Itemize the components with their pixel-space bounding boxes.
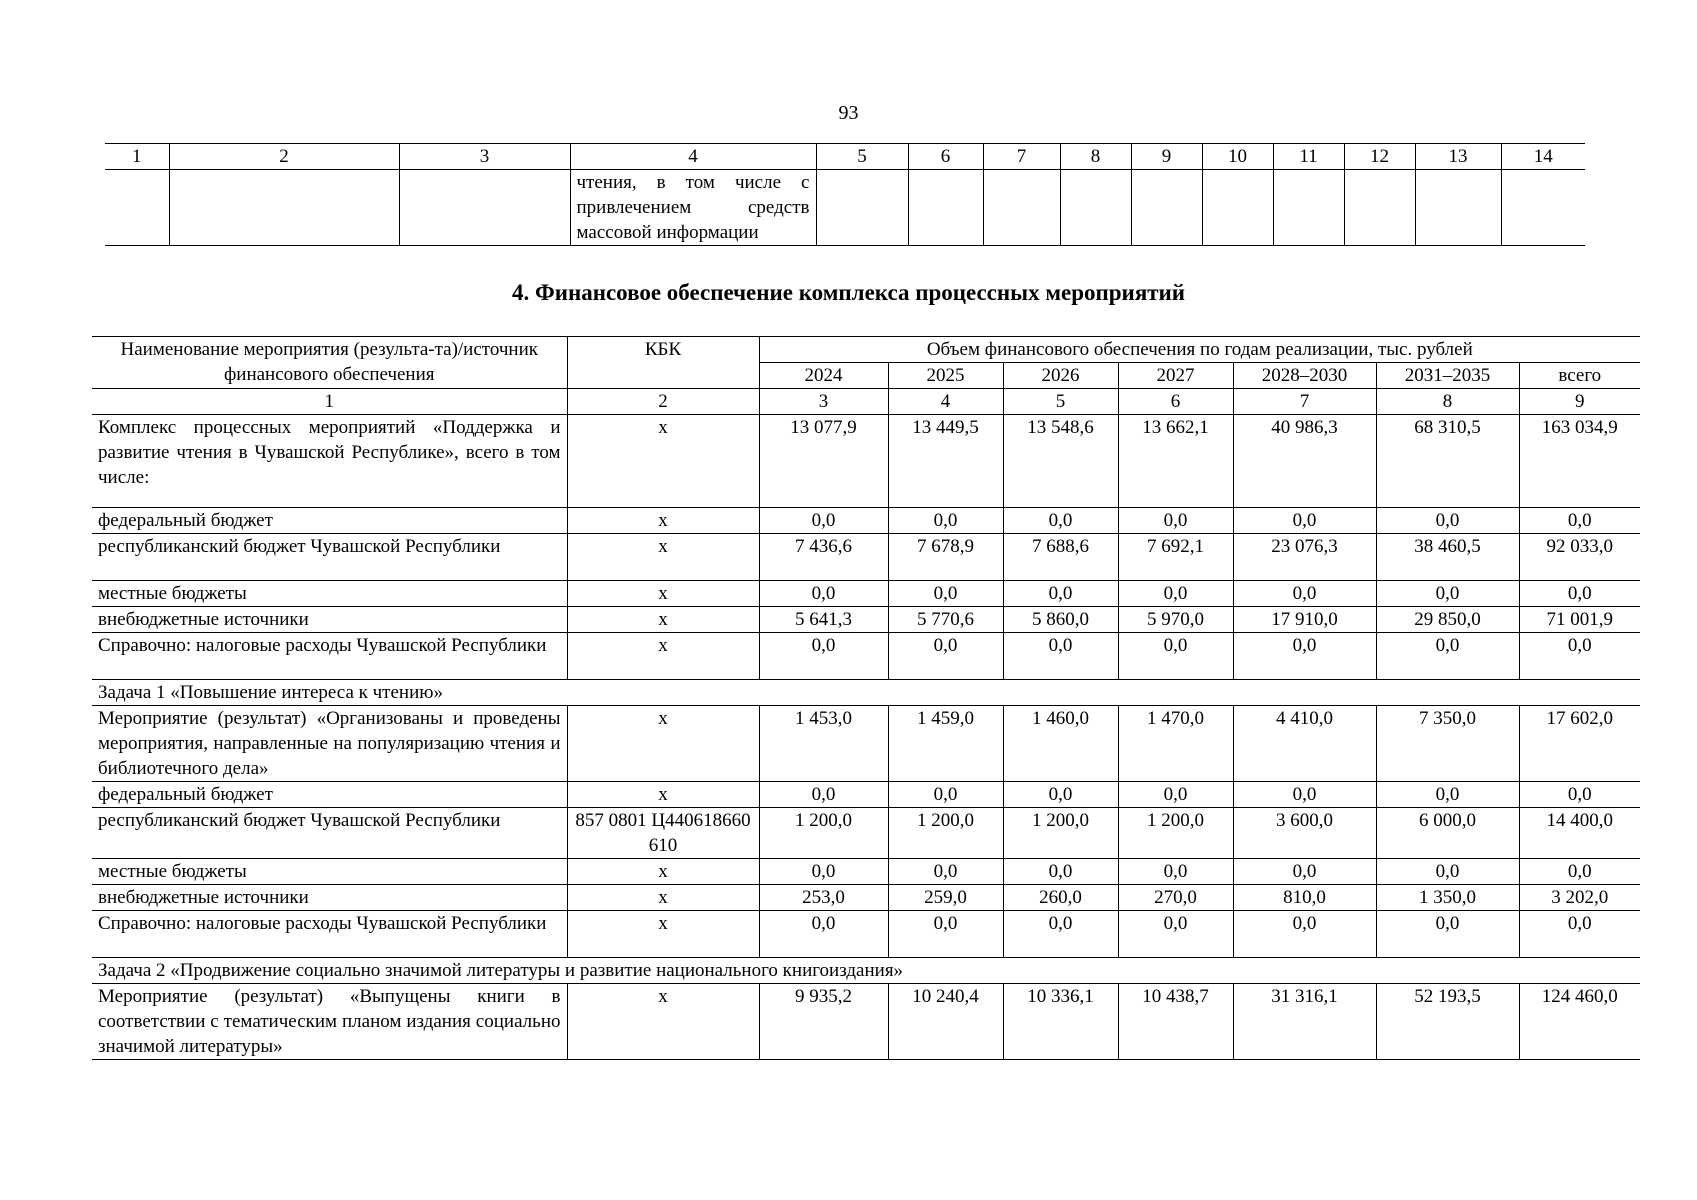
table-row [92, 911, 1640, 958]
row-kbk: х [567, 415, 759, 508]
row-value: 4 410,0 [1233, 706, 1376, 782]
table-row [92, 581, 1640, 607]
row-value: 0,0 [1003, 859, 1118, 885]
row-name: федеральный бюджет [92, 782, 567, 808]
row-value: 29 850,0 [1376, 607, 1519, 633]
column-number: 1 [92, 389, 567, 415]
column-number: 4 [888, 389, 1003, 415]
row-value: 0,0 [759, 633, 888, 680]
row-kbk: х [567, 633, 759, 680]
page-number: 93 [838, 102, 859, 124]
header-year: 2024 [759, 363, 888, 389]
row-value: 0,0 [1003, 633, 1118, 680]
row-value: 0,0 [759, 859, 888, 885]
row-value: 5 970,0 [1118, 607, 1233, 633]
column-number: 7 [1233, 389, 1376, 415]
row-value: 0,0 [1233, 508, 1376, 534]
column-number: 3 [759, 389, 888, 415]
row-value: 0,0 [1376, 782, 1519, 808]
header-volume: Объем финансового обеспечения по годам реализации, тыс. рублей [759, 337, 1640, 363]
row-name: местные бюджеты [92, 581, 567, 607]
row-value: 270,0 [1118, 885, 1233, 911]
row-value: 0,0 [759, 581, 888, 607]
row-value: 0,0 [888, 508, 1003, 534]
row-value: 0,0 [888, 633, 1003, 680]
row-value: 1 200,0 [1118, 808, 1233, 859]
column-number: 12 [1344, 144, 1415, 170]
row-value: 0,0 [1118, 581, 1233, 607]
row-value: 0,0 [1376, 508, 1519, 534]
row-value: 1 459,0 [888, 706, 1003, 782]
continuation-line: чтения, в том числе с [576, 172, 810, 193]
row-kbk: х [567, 607, 759, 633]
header-kbk: КБК [567, 337, 759, 389]
header-name: Наименование мероприятия (результа-та)/источник финансового обеспечения [92, 337, 567, 389]
row-value: 0,0 [1233, 581, 1376, 607]
row-kbk: х [567, 911, 759, 958]
row-kbk: х [567, 508, 759, 534]
row-name: Мероприятие (результат) «Выпущены книги в соответствии с тематическим планом издания социально значимой литературы» [92, 984, 567, 1060]
row-value: 6 000,0 [1376, 808, 1519, 859]
row-value: 1 200,0 [759, 808, 888, 859]
row-value: 0,0 [1003, 508, 1118, 534]
row-value: 0,0 [888, 581, 1003, 607]
row-kbk: х [567, 534, 759, 581]
continuation-row [105, 170, 1585, 246]
header-year: всего [1519, 363, 1640, 389]
task-title: Задача 2 «Продвижение социально значимой литературы и развитие национального книгоиздания» [92, 958, 1640, 984]
column-number: 3 [399, 144, 570, 170]
row-value: 0,0 [1376, 581, 1519, 607]
continuation-text [570, 170, 816, 246]
row-value: 38 460,5 [1376, 534, 1519, 581]
row-name: внебюджетные источники [92, 885, 567, 911]
column-number: 1 [105, 144, 169, 170]
row-value: 1 200,0 [888, 808, 1003, 859]
row-value: 0,0 [888, 782, 1003, 808]
row-value: 5 860,0 [1003, 607, 1118, 633]
row-value: 0,0 [1519, 859, 1640, 885]
row-value: 0,0 [1376, 911, 1519, 958]
row-value: 13 662,1 [1118, 415, 1233, 508]
column-number: 9 [1131, 144, 1202, 170]
table-row [92, 607, 1640, 633]
row-value: 9 935,2 [759, 984, 888, 1060]
header-year: 2025 [888, 363, 1003, 389]
row-name: федеральный бюджет [92, 508, 567, 534]
column-number: 5 [1003, 389, 1118, 415]
row-value: 52 193,5 [1376, 984, 1519, 1060]
row-value: 7 350,0 [1376, 706, 1519, 782]
row-name: Справочно: налоговые расходы Чувашской Республики [92, 911, 567, 958]
table-row [92, 415, 1640, 508]
column-number: 8 [1376, 389, 1519, 415]
row-kbk: х [567, 859, 759, 885]
row-kbk: х [567, 706, 759, 782]
financing-table-body [92, 415, 1640, 1060]
continuation-table [105, 143, 1585, 246]
row-value: 0,0 [1118, 782, 1233, 808]
row-value: 5 770,6 [888, 607, 1003, 633]
row-value: 3 202,0 [1519, 885, 1640, 911]
task-row [92, 680, 1640, 706]
row-value: 0,0 [1118, 508, 1233, 534]
table-row [92, 782, 1640, 808]
row-value: 13 077,9 [759, 415, 888, 508]
row-value: 7 678,9 [888, 534, 1003, 581]
header-row [92, 337, 1640, 363]
row-name: Комплекс процессных мероприятий «Поддержка и развитие чтения в Чувашской Республике», всего в том числе: [92, 415, 567, 508]
column-number: 10 [1202, 144, 1273, 170]
row-value: 5 641,3 [759, 607, 888, 633]
row-kbk: х [567, 984, 759, 1060]
column-number: 13 [1415, 144, 1501, 170]
table-row [92, 808, 1640, 859]
column-number-row [92, 389, 1640, 415]
row-value: 0,0 [1233, 911, 1376, 958]
header-year: 2028–2030 [1233, 363, 1376, 389]
column-number: 7 [983, 144, 1060, 170]
row-value: 0,0 [888, 859, 1003, 885]
section-title: 4. Финансовое обеспечение комплекса процессных мероприятий [511, 280, 1186, 305]
row-value: 0,0 [759, 508, 888, 534]
column-number: 2 [567, 389, 759, 415]
header-year: 2031–2035 [1376, 363, 1519, 389]
row-value: 3 600,0 [1233, 808, 1376, 859]
row-value: 0,0 [1519, 633, 1640, 680]
row-value: 17 602,0 [1519, 706, 1640, 782]
row-name: республиканский бюджет Чувашской Республики [92, 534, 567, 581]
row-name: Мероприятие (результат) «Организованы и проведены мероприятия, направленные на популяризацию чтения и библиотечного дела» [92, 706, 567, 782]
task-row [92, 958, 1640, 984]
column-number: 4 [570, 144, 816, 170]
row-name: республиканский бюджет Чувашской Республики [92, 808, 567, 859]
header-year: 2026 [1003, 363, 1118, 389]
table-row [92, 706, 1640, 782]
row-value: 10 240,4 [888, 984, 1003, 1060]
table-row [92, 534, 1640, 581]
row-value: 0,0 [1233, 633, 1376, 680]
row-value: 260,0 [1003, 885, 1118, 911]
row-value: 0,0 [1376, 633, 1519, 680]
task-title: Задача 1 «Повышение интереса к чтению» [92, 680, 1640, 706]
row-kbk: х [567, 885, 759, 911]
row-value: 0,0 [1519, 581, 1640, 607]
row-value: 23 076,3 [1233, 534, 1376, 581]
row-kbk: х [567, 782, 759, 808]
row-value: 10 336,1 [1003, 984, 1118, 1060]
column-number: 11 [1273, 144, 1344, 170]
column-number: 2 [169, 144, 399, 170]
header-year: 2027 [1118, 363, 1233, 389]
row-value: 71 001,9 [1519, 607, 1640, 633]
row-value: 14 400,0 [1519, 808, 1640, 859]
row-value: 13 449,5 [888, 415, 1003, 508]
financing-table [92, 336, 1640, 1060]
row-value: 0,0 [1003, 581, 1118, 607]
column-number: 8 [1060, 144, 1131, 170]
table-row [92, 885, 1640, 911]
row-value: 0,0 [1118, 859, 1233, 885]
column-number: 9 [1519, 389, 1640, 415]
row-value: 0,0 [1233, 859, 1376, 885]
row-value: 40 986,3 [1233, 415, 1376, 508]
row-value: 13 548,6 [1003, 415, 1118, 508]
row-value: 1 460,0 [1003, 706, 1118, 782]
row-value: 0,0 [1003, 782, 1118, 808]
column-number: 14 [1501, 144, 1585, 170]
row-value: 0,0 [888, 911, 1003, 958]
row-value: 810,0 [1233, 885, 1376, 911]
row-value: 7 436,6 [759, 534, 888, 581]
row-value: 92 033,0 [1519, 534, 1640, 581]
row-kbk: 857 0801 Ц440618660 610 [567, 808, 759, 859]
table-row [92, 859, 1640, 885]
row-value: 0,0 [1233, 782, 1376, 808]
row-value: 0,0 [759, 782, 888, 808]
row-value: 0,0 [1118, 911, 1233, 958]
row-kbk: х [567, 581, 759, 607]
row-name: местные бюджеты [92, 859, 567, 885]
row-value: 163 034,9 [1519, 415, 1640, 508]
row-value: 0,0 [1118, 633, 1233, 680]
table-row [92, 508, 1640, 534]
row-value: 0,0 [1519, 508, 1640, 534]
row-name: внебюджетные источники [92, 607, 567, 633]
column-number: 6 [908, 144, 983, 170]
row-value: 31 316,1 [1233, 984, 1376, 1060]
row-value: 7 692,1 [1118, 534, 1233, 581]
continuation-line: привлечением средств [576, 197, 810, 218]
row-value: 17 910,0 [1233, 607, 1376, 633]
column-number: 5 [816, 144, 908, 170]
row-value: 7 688,6 [1003, 534, 1118, 581]
row-value: 124 460,0 [1519, 984, 1640, 1060]
row-value: 259,0 [888, 885, 1003, 911]
row-value: 1 453,0 [759, 706, 888, 782]
table-row [92, 633, 1640, 680]
row-value: 0,0 [1519, 911, 1640, 958]
row-value: 68 310,5 [1376, 415, 1519, 508]
row-value: 0,0 [759, 911, 888, 958]
row-name: Справочно: налоговые расходы Чувашской Республики [92, 633, 567, 680]
row-value: 0,0 [1376, 859, 1519, 885]
row-value: 10 438,7 [1118, 984, 1233, 1060]
row-value: 253,0 [759, 885, 888, 911]
continuation-line: массовой информации [576, 222, 759, 243]
column-number: 6 [1118, 389, 1233, 415]
column-number-row [105, 144, 1585, 170]
row-value: 0,0 [1003, 911, 1118, 958]
row-value: 1 350,0 [1376, 885, 1519, 911]
table-row [92, 984, 1640, 1060]
row-value: 1 200,0 [1003, 808, 1118, 859]
row-value: 0,0 [1519, 782, 1640, 808]
row-value: 1 470,0 [1118, 706, 1233, 782]
